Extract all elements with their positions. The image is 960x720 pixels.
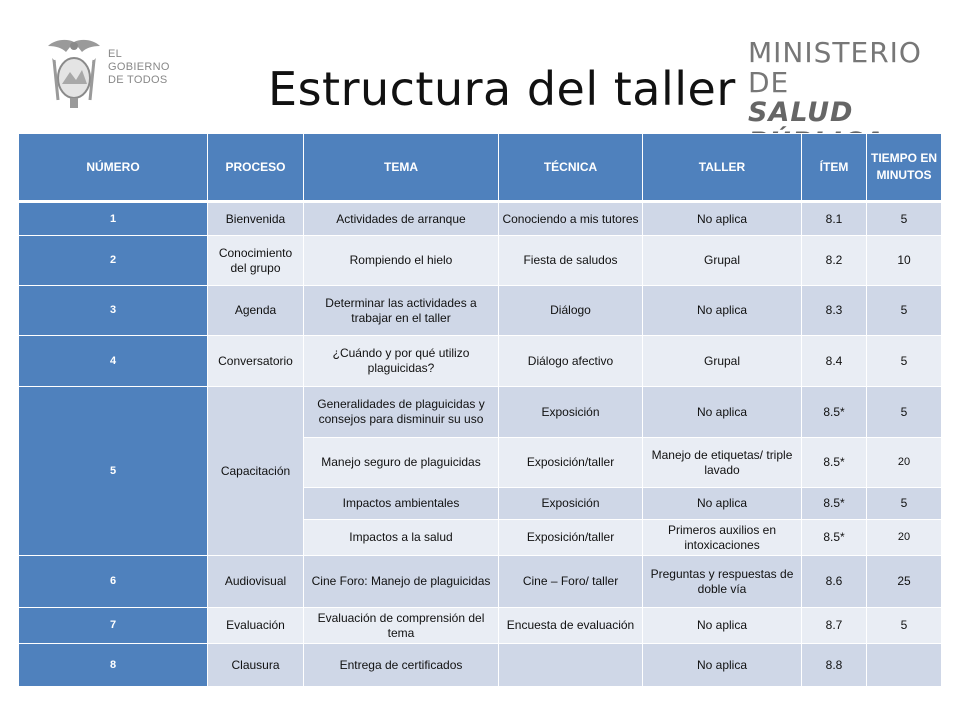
table-row [19,236,942,286]
cell-proceso: Capacitación [208,387,304,556]
cell-numero: 8 [19,644,208,687]
cell-numero: 2 [19,236,208,286]
gobierno-line: EL [108,48,123,60]
cell-item: 8.4 [802,336,867,387]
header-item: ÍTEM [802,134,867,202]
cell-numero: 7 [19,608,208,644]
table-header-row [19,134,942,202]
cell-taller: No aplica [643,644,802,687]
cell-tiempo: 25 [867,556,942,608]
cell-item: 8.6 [802,556,867,608]
table-row [19,644,942,687]
cell-tecnica: Encuesta de evaluación [499,608,643,644]
header-tecnica: TÉCNICA [499,134,643,202]
cell-item: 8.5* [802,438,867,488]
cell-taller: No aplica [643,286,802,336]
cell-item: 8.3 [802,286,867,336]
cell-tiempo: 5 [867,286,942,336]
ministerio-line-1: MINISTERIO DE [748,36,922,99]
cell-tecnica: Cine – Foro/ taller [499,556,643,608]
cell-proceso: Agenda [208,286,304,336]
ministerio-logo [748,36,938,128]
cell-tema: Evaluación de comprensión del tema [304,608,499,644]
header-proceso: PROCESO [208,134,304,202]
gobierno-logo [44,36,204,116]
cell-taller: Grupal [643,236,802,286]
cell-tecnica: Exposición/taller [499,438,643,488]
cell-numero: 4 [19,336,208,387]
cell-tiempo [867,644,942,687]
cell-taller: Grupal [643,336,802,387]
cell-taller: No aplica [643,608,802,644]
header-tema: TEMA [304,134,499,202]
cell-numero: 5 [19,387,208,556]
cell-proceso: Clausura [208,644,304,687]
table-row [19,387,942,438]
cell-tema: Actividades de arranque [304,202,499,236]
cell-tecnica: Diálogo afectivo [499,336,643,387]
table-row [19,608,942,644]
cell-tiempo: 10 [867,236,942,286]
ecuador-coat-of-arms-icon [44,36,104,112]
cell-item: 8.1 [802,202,867,236]
cell-taller: No aplica [643,488,802,520]
cell-tiempo: 5 [867,488,942,520]
cell-tema: ¿Cuándo y por qué utilizo plaguicidas? [304,336,499,387]
cell-tecnica: Exposición/taller [499,520,643,556]
cell-proceso: Conversatorio [208,336,304,387]
cell-tema: Impactos a la salud [304,520,499,556]
cell-numero: 3 [19,286,208,336]
cell-tecnica: Conociendo a mis tutores [499,202,643,236]
cell-tiempo: 20 [867,520,942,556]
cell-tecnica: Exposición [499,387,643,438]
cell-item: 8.8 [802,644,867,687]
cell-item: 8.2 [802,236,867,286]
cell-tecnica: Fiesta de saludos [499,236,643,286]
cell-taller: No aplica [643,202,802,236]
table-row [19,336,942,387]
header-tiempo: TIEMPO EN MINUTOS [867,134,942,202]
table-row [19,202,942,236]
cell-item: 8.5* [802,520,867,556]
slide-title: Estructura del taller [268,62,736,116]
cell-proceso: Evaluación [208,608,304,644]
gobierno-line: DE TODOS [108,74,168,86]
cell-proceso: Conocimiento del grupo [208,236,304,286]
cell-tema: Determinar las actividades a trabajar en el taller [304,286,499,336]
cell-tiempo: 5 [867,336,942,387]
cell-numero: 6 [19,556,208,608]
cell-taller: Primeros auxilios en intoxicaciones [643,520,802,556]
header-taller: TALLER [643,134,802,202]
cell-tema: Generalidades de plaguicidas y consejos para disminuir su uso [304,387,499,438]
cell-tiempo: 20 [867,438,942,488]
cell-proceso: Bienvenida [208,202,304,236]
cell-tema: Manejo seguro de plaguicidas [304,438,499,488]
workshop-table [18,133,942,687]
cell-taller: Manejo de etiquetas/ triple lavado [643,438,802,488]
cell-taller: Preguntas y respuestas de doble vía [643,556,802,608]
cell-tecnica [499,644,643,687]
cell-item: 8.7 [802,608,867,644]
cell-item: 8.5* [802,387,867,438]
cell-tema: Cine Foro: Manejo de plaguicidas [304,556,499,608]
cell-tecnica: Exposición [499,488,643,520]
table-row [19,286,942,336]
cell-tecnica: Diálogo [499,286,643,336]
cell-tiempo: 5 [867,202,942,236]
table-row [19,556,942,608]
cell-tiempo: 5 [867,387,942,438]
cell-item: 8.5* [802,488,867,520]
gobierno-text [108,48,170,87]
gobierno-line: GOBIERNO [108,61,170,73]
cell-tema: Entrega de certificados [304,644,499,687]
cell-proceso: Audiovisual [208,556,304,608]
header-numero: NÚMERO [19,134,208,202]
cell-tiempo: 5 [867,608,942,644]
cell-tema: Rompiendo el hielo [304,236,499,286]
cell-numero: 1 [19,202,208,236]
ministerio-line-2: SALUD [748,97,854,128]
cell-taller: No aplica [643,387,802,438]
cell-tema: Impactos ambientales [304,488,499,520]
